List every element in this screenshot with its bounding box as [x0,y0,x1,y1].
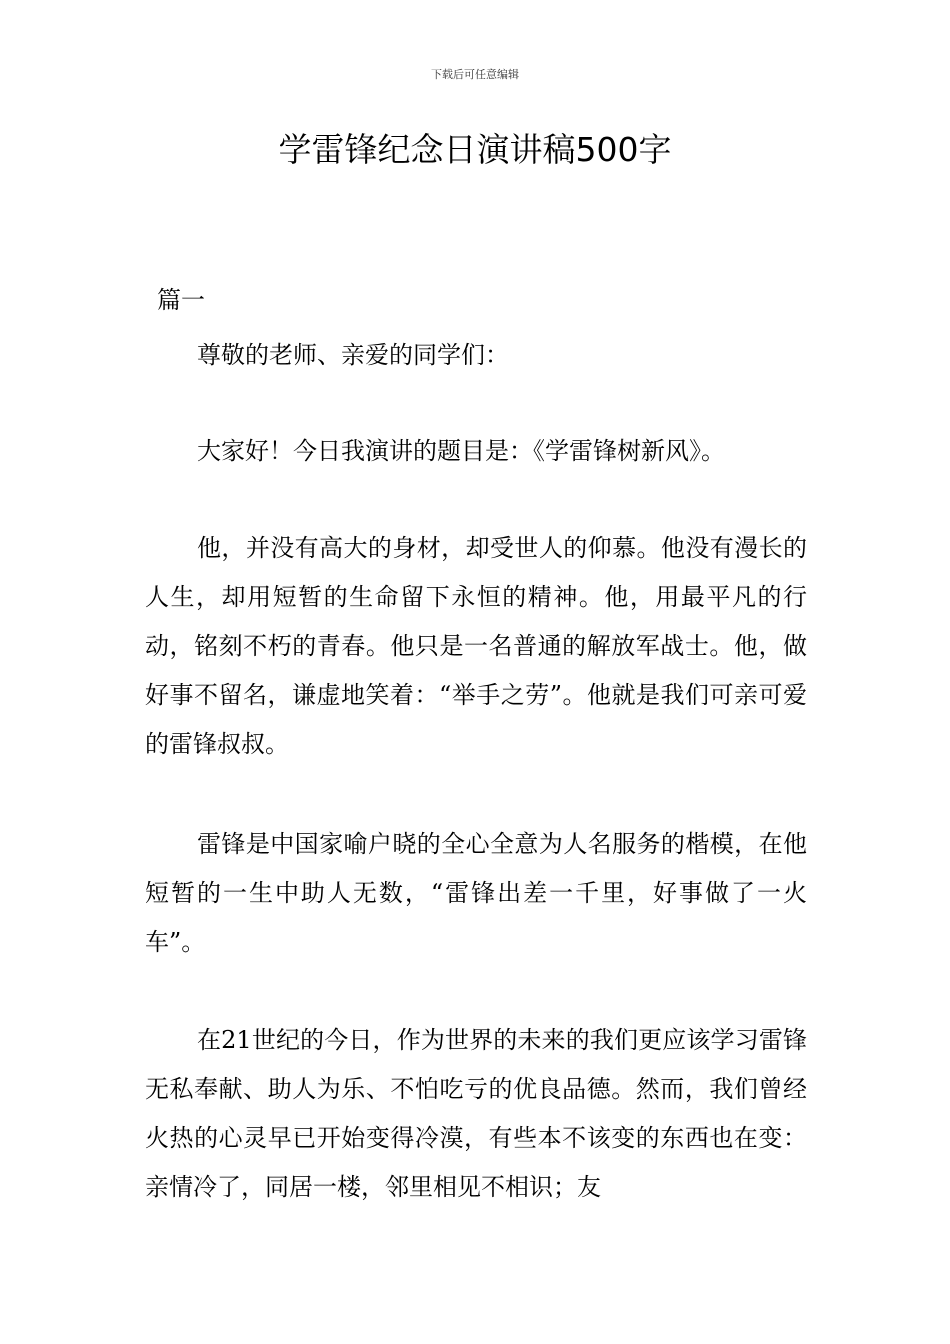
paragraph-body-3: 在21世纪的今日，作为世界的未来的我们更应该学习雷锋无私奉献、助人为乐、不怕吃亏的优良品德。然而，我们曾经火热的心灵早已开始变得冷漠，有些本不该变的东西也在变：亲情冷了，同居一楼，邻里相见不相识；友 [145,1026,807,1201]
paragraph-greeting: 尊敬的老师、亲爱的同学们： [197,341,509,369]
document-title: 学雷锋纪念日演讲稿500字 [278,130,672,169]
header-note: 下载后可任意编辑 [431,68,519,81]
paragraph-intro: 大家好！今日我演讲的题目是：《学雷锋树新风》。 [197,437,725,465]
paragraph-body-1: 他，并没有高大的身材，却受世人的仰慕。他没有漫长的人生，却用短暂的生命留下永恒的精神。他，用最平凡的行动，铭刻不朽的青春。他只是一名普通的解放军战士。他，做好事不留名，谦虚地笑着：“举手之劳”。他就是我们可亲可爱的雷锋叔叔。 [145,534,807,758]
paragraph-body-2: 雷锋是中国家喻户晓的全心全意为人名服务的楷模，在他短暂的一生中助人无数，“雷锋出差一千里，好事做了一火车”。 [145,830,807,956]
section-label: 篇一 [157,286,205,314]
